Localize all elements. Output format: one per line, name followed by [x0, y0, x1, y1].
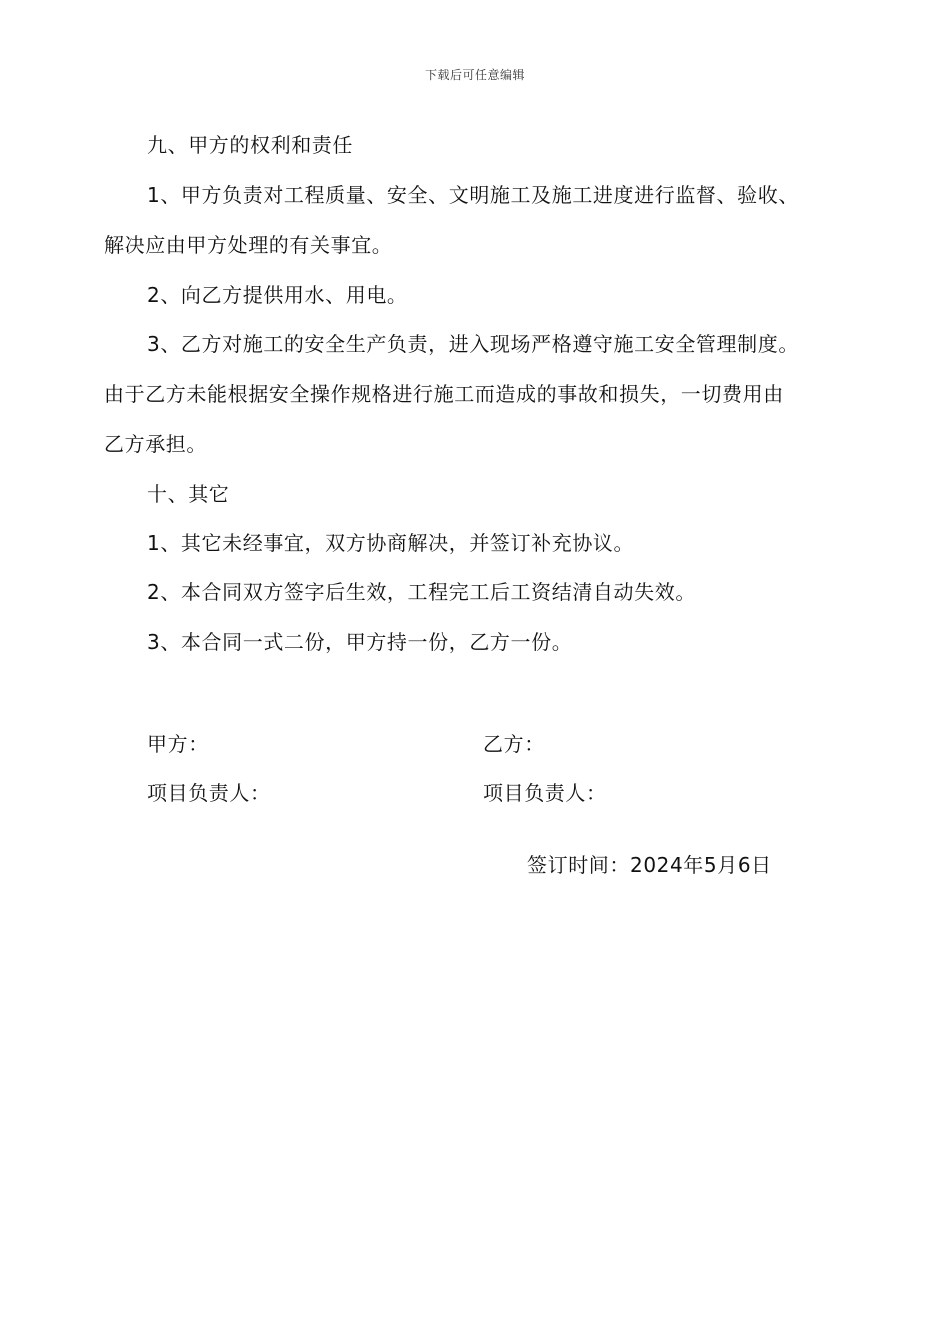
party-a-manager-label: 项目负责人： — [147, 781, 271, 805]
section-9-item-3-line-2: 由于乙方未能根据安全操作规格进行施工而造成的事故和损失，一切费用由 — [104, 382, 784, 406]
section-10-item-1: 1、其它未经事宜，双方协商解决，并签订补充协议。 — [147, 531, 635, 555]
section-10-heading: 十、其它 — [147, 482, 230, 506]
page-header-note: 下载后可任意编辑 — [424, 68, 525, 82]
section-9-item-2: 2、向乙方提供用水、用电。 — [147, 283, 408, 307]
section-9-item-3-line-1: 3、乙方对施工的安全生产负责，进入现场严格遵守施工安全管理制度。 — [147, 332, 799, 356]
party-b-label: 乙方： — [483, 732, 545, 756]
section-9-item-1-line-2: 解决应由甲方处理的有关事宜。 — [104, 233, 393, 257]
sign-date: 签订时间：2024年5月6日 — [527, 853, 772, 877]
section-9-item-3-line-3: 乙方承担。 — [104, 432, 207, 456]
section-10-item-2: 2、本合同双方签字后生效，工程完工后工资结清自动失效。 — [147, 580, 696, 604]
party-b-manager-label: 项目负责人： — [483, 781, 607, 805]
section-9-item-1-line-1: 1、甲方负责对工程质量、安全、文明施工及施工进度进行监督、验收、 — [147, 183, 799, 207]
section-10-item-3: 3、本合同一式二份，甲方持一份，乙方一份。 — [147, 630, 573, 654]
party-a-label: 甲方： — [147, 732, 209, 756]
section-9-heading: 九、甲方的权利和责任 — [147, 133, 353, 157]
